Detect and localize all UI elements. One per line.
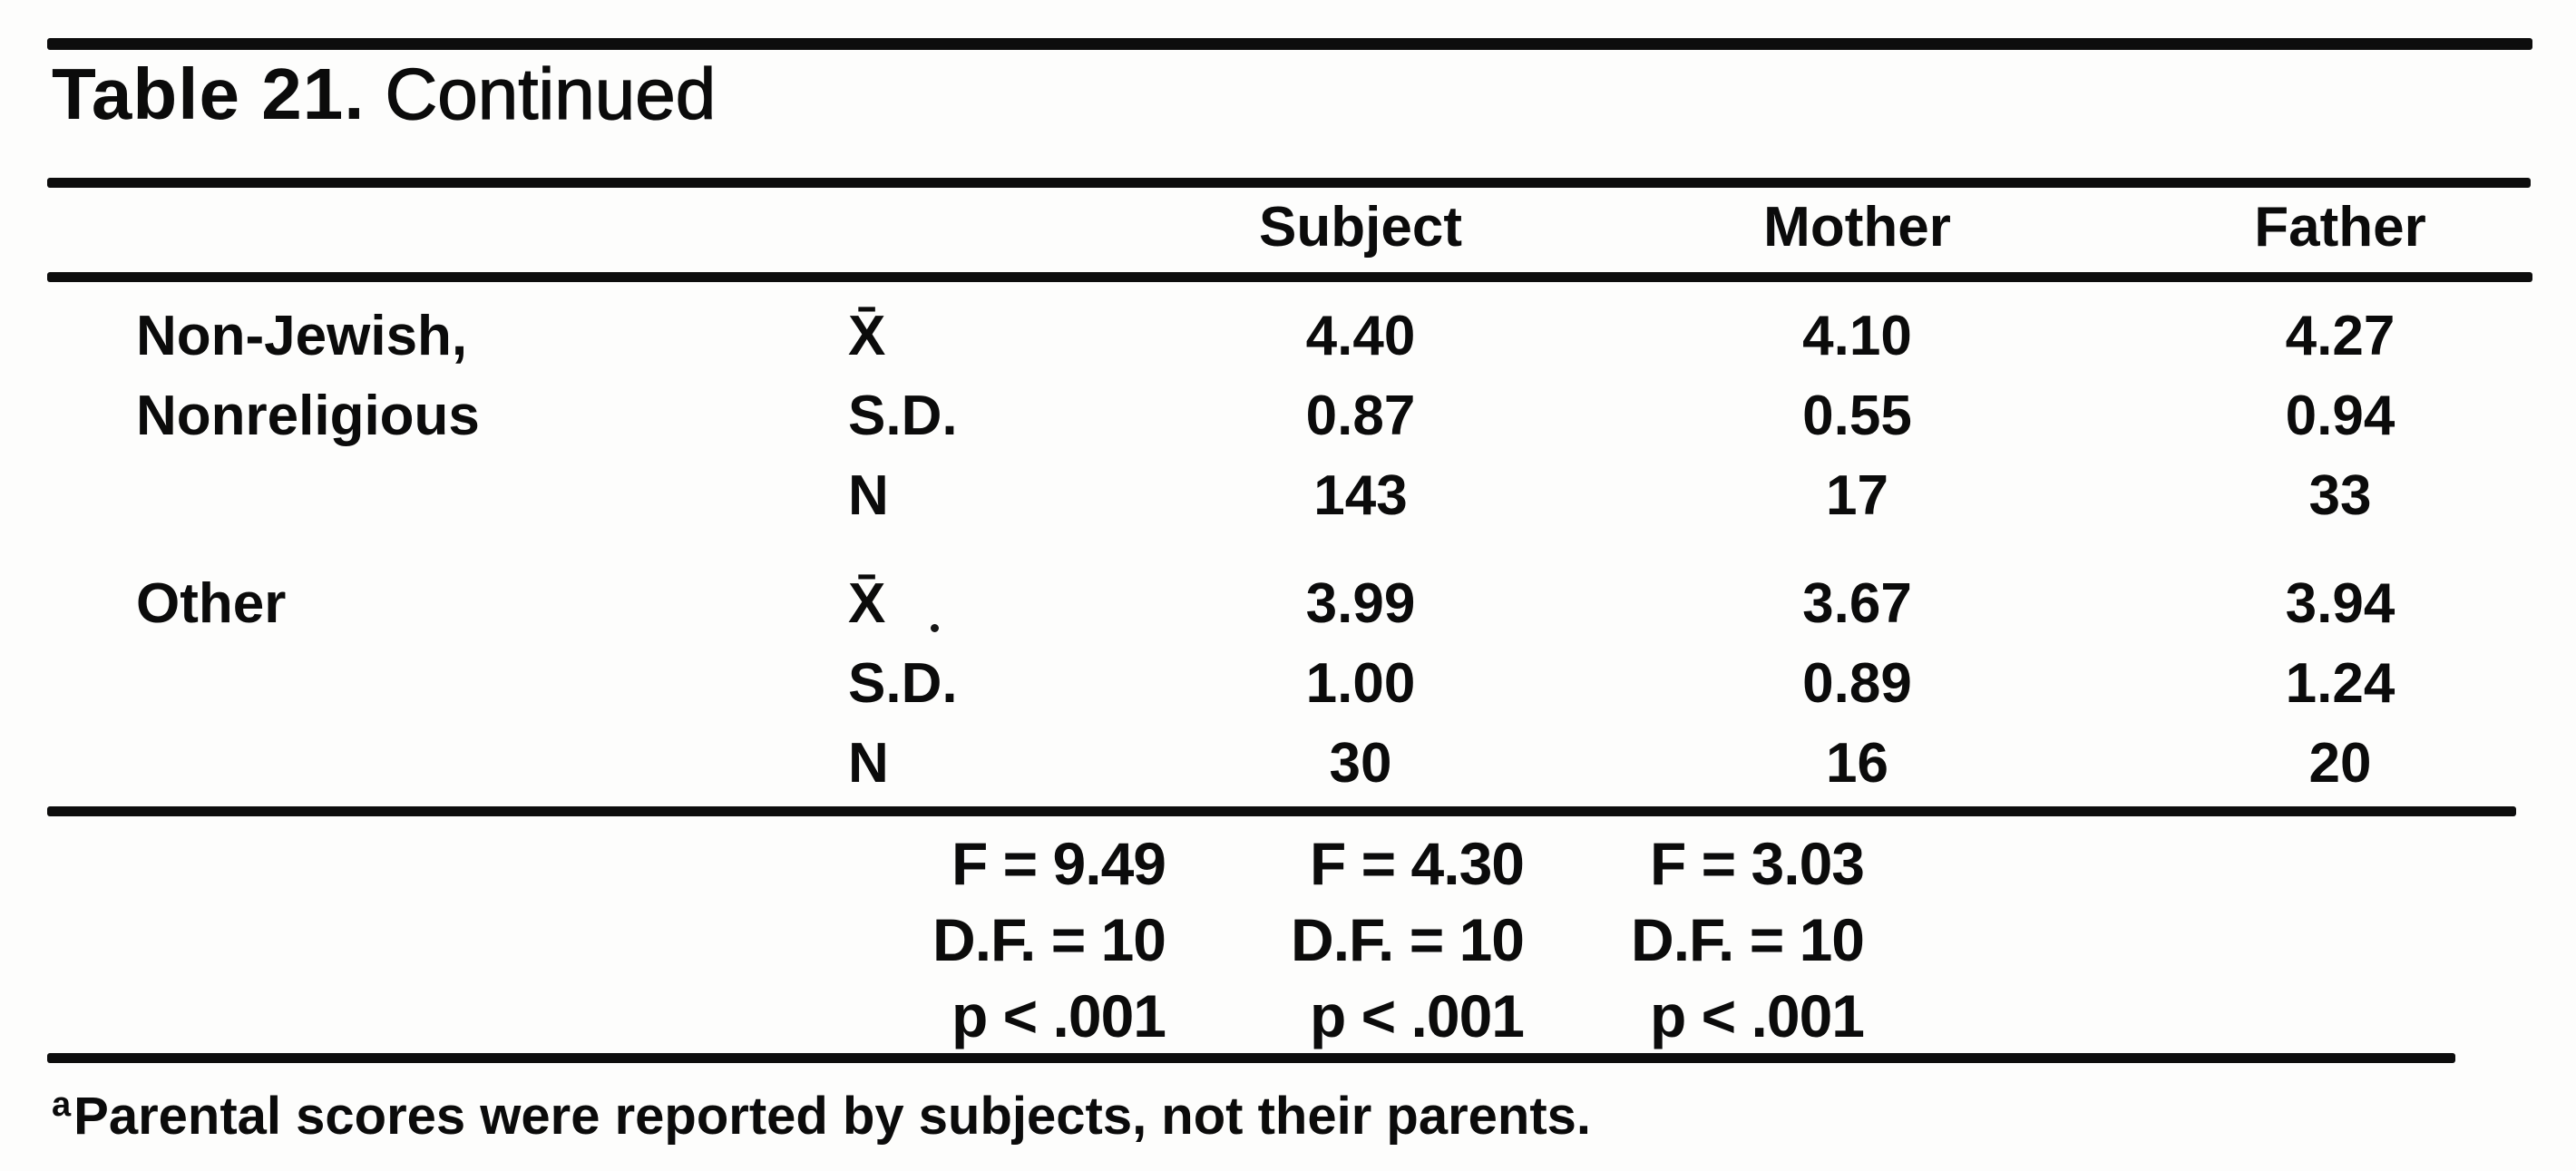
value-cell: 4.27 [2285, 305, 2395, 367]
table-row [0, 564, 2567, 644]
value-cell: 4.10 [1802, 305, 1912, 367]
f-statistic: F = 4.30 [1310, 830, 1524, 897]
footnote-text: Parental scores were reported by subjects, not their parents. [73, 1087, 1592, 1146]
value-cell: 0.55 [1802, 385, 1912, 447]
f-statistic: F = 9.49 [951, 830, 1166, 897]
value-cell: 30 [1329, 732, 1392, 795]
group-other [0, 564, 2567, 804]
group-label-line [0, 456, 848, 536]
f-statistic: F = 3.03 [1650, 830, 1864, 897]
value-cell: 17 [1826, 464, 1888, 527]
group-label-line [0, 724, 848, 804]
anova-stats-father [1631, 825, 1864, 1054]
value-cell: 1.00 [1305, 652, 1416, 715]
table-rule-above-stats [47, 806, 2516, 816]
table-row [0, 297, 2567, 376]
value-cell: 0.94 [2285, 385, 2395, 447]
value-cell: 3.99 [1305, 572, 1416, 635]
table-rule-bottom [47, 1053, 2455, 1063]
anova-stats-mother [1291, 825, 1524, 1054]
header-spacer-stat-col [848, 187, 1120, 268]
degrees-of-freedom: D.F. = 10 [1291, 906, 1524, 973]
table-row [0, 644, 2567, 724]
anova-stats-section [0, 825, 2576, 1054]
column-header-father: Father [2254, 196, 2426, 259]
value-cell: 16 [1826, 732, 1888, 795]
value-cell: 0.89 [1802, 652, 1912, 715]
column-header-mother: Mother [1763, 196, 1951, 259]
value-cell: 0.87 [1305, 385, 1416, 447]
degrees-of-freedom: D.F. = 10 [932, 906, 1166, 973]
table-body [0, 297, 2567, 804]
stat-label-n: N [848, 732, 889, 795]
anova-stats-subject [932, 825, 1166, 1054]
table-caption-continued: Continued [385, 54, 717, 134]
stat-label-n: N [848, 464, 889, 527]
p-value: p < .001 [951, 982, 1166, 1049]
column-header-row [0, 187, 2567, 268]
table-caption [52, 54, 717, 134]
value-cell: 3.67 [1802, 572, 1912, 635]
value-cell: 20 [2308, 732, 2372, 795]
table-rule-top [47, 38, 2532, 50]
table-row [0, 376, 2567, 456]
group-label-line [0, 644, 848, 724]
column-header-subject: Subject [1259, 196, 1462, 259]
p-value: p < .001 [1310, 982, 1524, 1049]
scan-speck [931, 624, 939, 632]
stat-label-sd: S.D. [848, 385, 958, 447]
value-cell: 1.24 [2285, 652, 2395, 715]
group-label-line: Other [136, 572, 287, 635]
degrees-of-freedom: D.F. = 10 [1631, 906, 1864, 973]
value-cell: 4.40 [1305, 305, 1416, 367]
table-number: Table 21. [52, 54, 366, 134]
p-value: p < .001 [1650, 982, 1864, 1049]
value-cell: 143 [1313, 464, 1408, 527]
table-row [0, 724, 2567, 804]
table-row [0, 456, 2567, 536]
value-cell: 3.94 [2285, 572, 2395, 635]
value-cell: 33 [2308, 464, 2372, 527]
header-spacer-label-col [0, 187, 848, 268]
group-label-line: Nonreligious [136, 385, 480, 447]
group-label-line: Non-Jewish, [136, 305, 468, 367]
group-non-jewish-nonreligious [0, 297, 2567, 536]
table-rule-below-header [47, 272, 2532, 282]
stat-label-sd: S.D. [848, 652, 958, 715]
stat-label-mean: X̄ [848, 305, 886, 367]
table-footnote [52, 1073, 1591, 1148]
stat-label-mean: X̄ [848, 572, 886, 635]
footnote-marker: a [52, 1086, 72, 1124]
